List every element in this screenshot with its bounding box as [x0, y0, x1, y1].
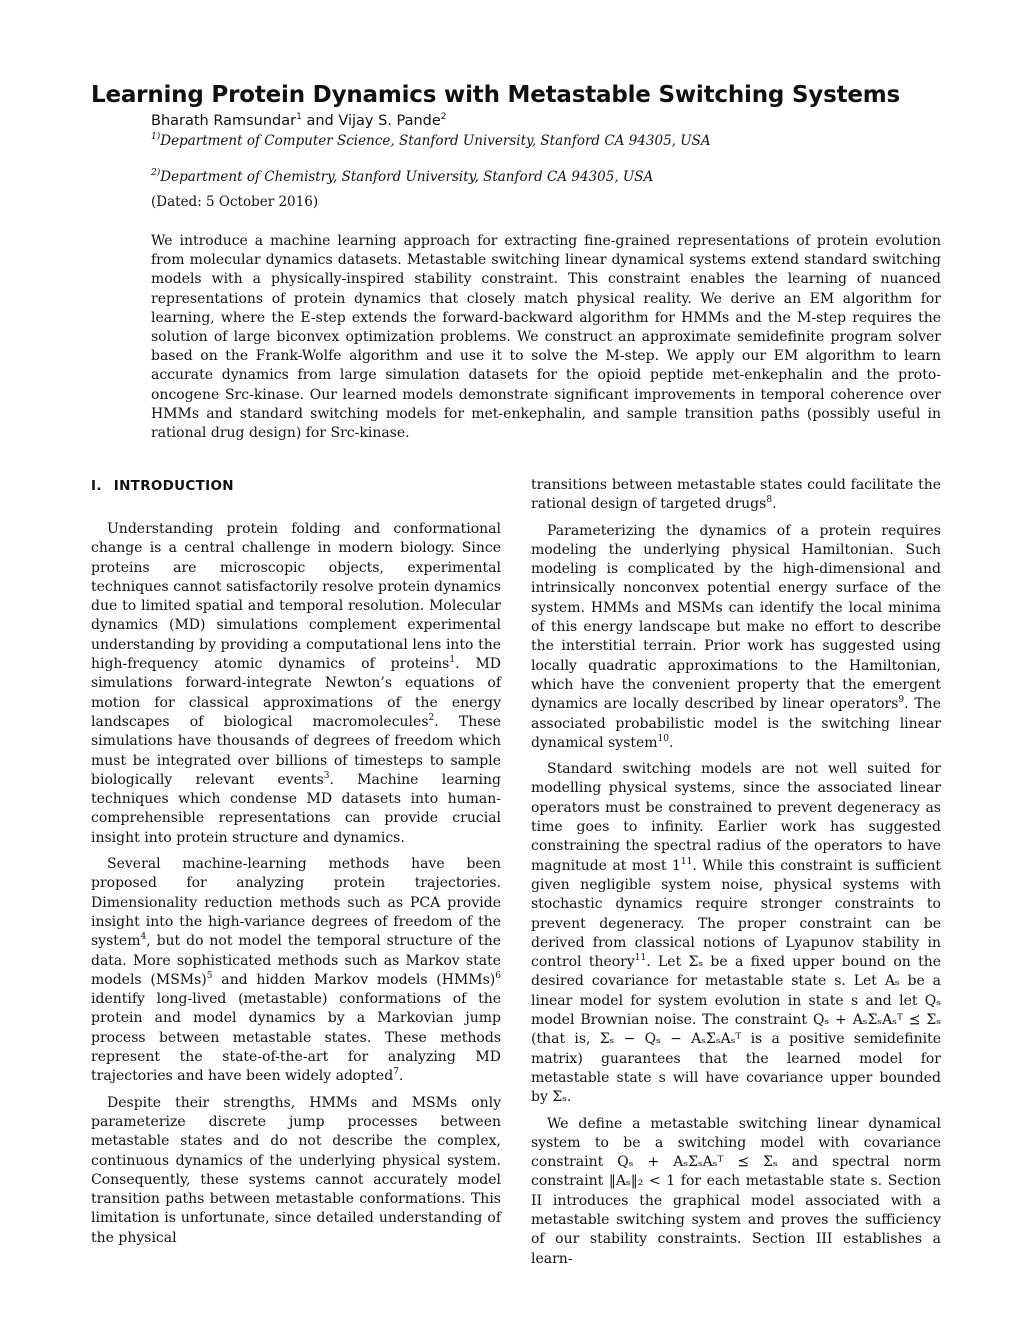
paragraph — [531, 760, 941, 1107]
paragraph — [91, 1094, 501, 1248]
paragraph-text: Despite their strengths, HMMs and MSMs only parameterize discrete jump processes between metastable states and do not describe the complex, continuous dynamics of the underlying physical system. Consequently, these systems cannot accurately model transition paths between metastable conformations. This limitation is unfortunate, since detailed understanding of the physical — [91, 1094, 501, 1246]
paragraph — [91, 855, 501, 1087]
paragraph-text: , but do not model the temporal structure of the data. More sophisticated methods such as Markov state models (MSMs) — [91, 933, 501, 988]
paragraph — [531, 1115, 941, 1269]
paragraph-text: We define a metastable switching linear dynamical system to be a switching model with covariance constraint Qₛ + AₛΣₛAₛᵀ ⪯ Σₛ and spectral norm constraint ‖Aₛ‖₂ < 1 for each metastable state s. Section II introduces the graphical model associated with a metastable switching system and proves the sufficiency of our stability constraints. Section III establishes a learn- — [531, 1115, 941, 1267]
paragraph-text: . MD simulations forward-integrate Newton’s equations of motion for classical approximations of the energy landscapes of biological macromolecules — [91, 656, 502, 730]
section-number: I. — [91, 478, 102, 494]
paragraph-text: . The associated probabilistic model is the switching linear dynamical system — [531, 696, 941, 751]
citation-ref: 3 — [323, 770, 330, 781]
paper-title: Learning Protein Dynamics with Metastable Switching Systems — [91, 82, 901, 108]
paragraph-text: Several machine-learning methods have been proposed for analyzing protein trajectories. Dimensionality reduction methods such as PCA provide insight into the high-variance degrees of freedom of the system — [91, 856, 501, 950]
paragraph-text: Understanding protein folding and conformational change is a central challenge in modern biology. Since proteins are microscopic objects, experimental techniques cannot satisfactorily resolve protein dynamics due to limited spatial and temporal resolution. Molecular dynamics (MD) simulations complement experimental understanding by providing a computational lens into the high-frequency atomic dynamics of proteins — [91, 521, 501, 673]
section-heading — [91, 478, 234, 494]
paragraph-text: and hidden Markov models (HMMs) — [212, 971, 496, 988]
paragraph-text: . Machine learning techniques which condense MD datasets into human-comprehensible representations can provide crucial insight into protein structure and dynamics. — [91, 771, 501, 846]
citation-ref: 2 — [428, 712, 435, 723]
citation-ref: 10 — [657, 733, 670, 744]
left-column — [91, 520, 501, 1248]
affiliation-mark: 1 — [296, 112, 302, 122]
paragraph-text: . — [772, 496, 777, 513]
affiliation-text: Department of Computer Science, Stanford University, Stanford CA 94305, USA — [160, 133, 711, 149]
citation-ref: 11 — [680, 856, 693, 867]
paragraph-text: . These simulations have thousands of degrees of freedom which must be integrated over billions of timesteps to sample biologically relevant events — [91, 713, 501, 788]
section-title: INTRODUCTION — [113, 478, 234, 494]
paragraph-text: . While this constraint is sufficient given negligible system noise, physical systems with stochastic dynamics require stronger constraints to prevent degeneracy. The proper constraint can be derived from classical notions of Lyapunov stability in control theory — [531, 857, 941, 971]
paragraph-text: . Let Σₛ be a fixed upper bound on the desired covariance for metastable state s. Let Aₛ be a linear model for system evolution in state s and let Qₛ model Brownian noise. The constraint Qₛ + AₛΣₛAₛᵀ ⪯ Σₛ (that is, Σₛ − Qₛ − AₛΣₛAₛᵀ is a positive semidefinite matrix) guarantees that the learned model for metastable state s will have covariance upper bounded by Σₛ. — [531, 954, 942, 1106]
paragraph-text: transitions between metastable states could facilitate the rational design of targeted drugs — [531, 477, 941, 513]
paragraph — [531, 522, 941, 754]
affiliation-text: Department of Chemistry, Stanford University, Stanford CA 94305, USA — [160, 169, 654, 185]
abstract: We introduce a machine learning approach for extracting fine-grained representations of protein evolution from molecular dynamics datasets. Metastable switching linear dynamical systems extend standard switching models with a physically-inspired stability constraint. This constraint enables the learning of nuanced representations of protein dynamics that closely match physical reality. We derive an EM algorithm for learning, where the E-step extends the forward-backward algorithm for HMMs and the M-step requires the solution of large biconvex optimization problems. We construct an approximate semidefinite program solver based on the Frank-Wolfe algorithm and use it to solve the M-step. We apply our EM algorithm to learn accurate dynamics from large simulation datasets for the opioid peptide met-enkephalin and the proto-oncogene Src-kinase. Our learned models demonstrate significant improvements in temporal coherence over HMMs and standard switching models for met-enkephalin, and sample transition paths (possibly useful in rational drug design) for Src-kinase. — [151, 233, 941, 442]
citation-ref: 1 — [449, 655, 456, 666]
citation-ref: 4 — [140, 932, 147, 943]
paragraph-text: identify long-lived (metastable) conformations of the protein and model dynamics by a Markovian jump process between metastable states. These methods represent the state-of-the-art for analyzing MD trajectories and have been widely adopted — [91, 991, 501, 1085]
paragraph — [91, 520, 501, 848]
paragraph — [531, 476, 941, 515]
citation-ref: 9 — [898, 695, 905, 706]
paragraph-text: . — [398, 1068, 404, 1085]
author-line — [151, 113, 447, 129]
right-column — [531, 476, 941, 1269]
affiliation-mark: 2 — [440, 112, 447, 122]
affiliation-2 — [151, 168, 751, 187]
citation-ref: 5 — [206, 970, 213, 981]
paragraph-text: Parameterizing the dynamics of a protein requires modeling the underlying physical Hamiltonian. Such modeling is complicated by the high-dimensional and intrinsically nonconvex potential energy surface of the system. HMMs and MSMs can identify the local minima of this energy landscape but make no effort to describe the interstitial terrain. Prior work has suggested using locally quadratic approximations to the Hamiltonian, which have the convenient property that the emergent dynamics are locally described by linear operators — [531, 522, 941, 713]
paragraph-text: Standard switching models are not well suited for modelling physical systems, since the associated linear operators must be constrained to prevent degeneracy as time goes to infinity. Earlier work has suggested constraining the spectral radius of the operators to have magnitude at most 1 — [531, 761, 941, 874]
affiliation-1 — [151, 132, 751, 151]
citation-ref: 11 — [634, 953, 647, 964]
author-name: Bharath Ramsundar — [151, 113, 297, 129]
author-connector: and — [306, 113, 334, 129]
affiliation-mark: 2) — [151, 168, 161, 178]
paragraph-text: . — [669, 734, 674, 751]
citation-ref: 7 — [393, 1067, 399, 1078]
citation-ref: 8 — [766, 495, 773, 506]
author-name: Vijay S. Pande — [338, 113, 441, 129]
citation-ref: 6 — [495, 970, 502, 981]
affiliation-mark: 1) — [151, 132, 161, 142]
date-line: (Dated: 5 October 2016) — [151, 194, 319, 210]
